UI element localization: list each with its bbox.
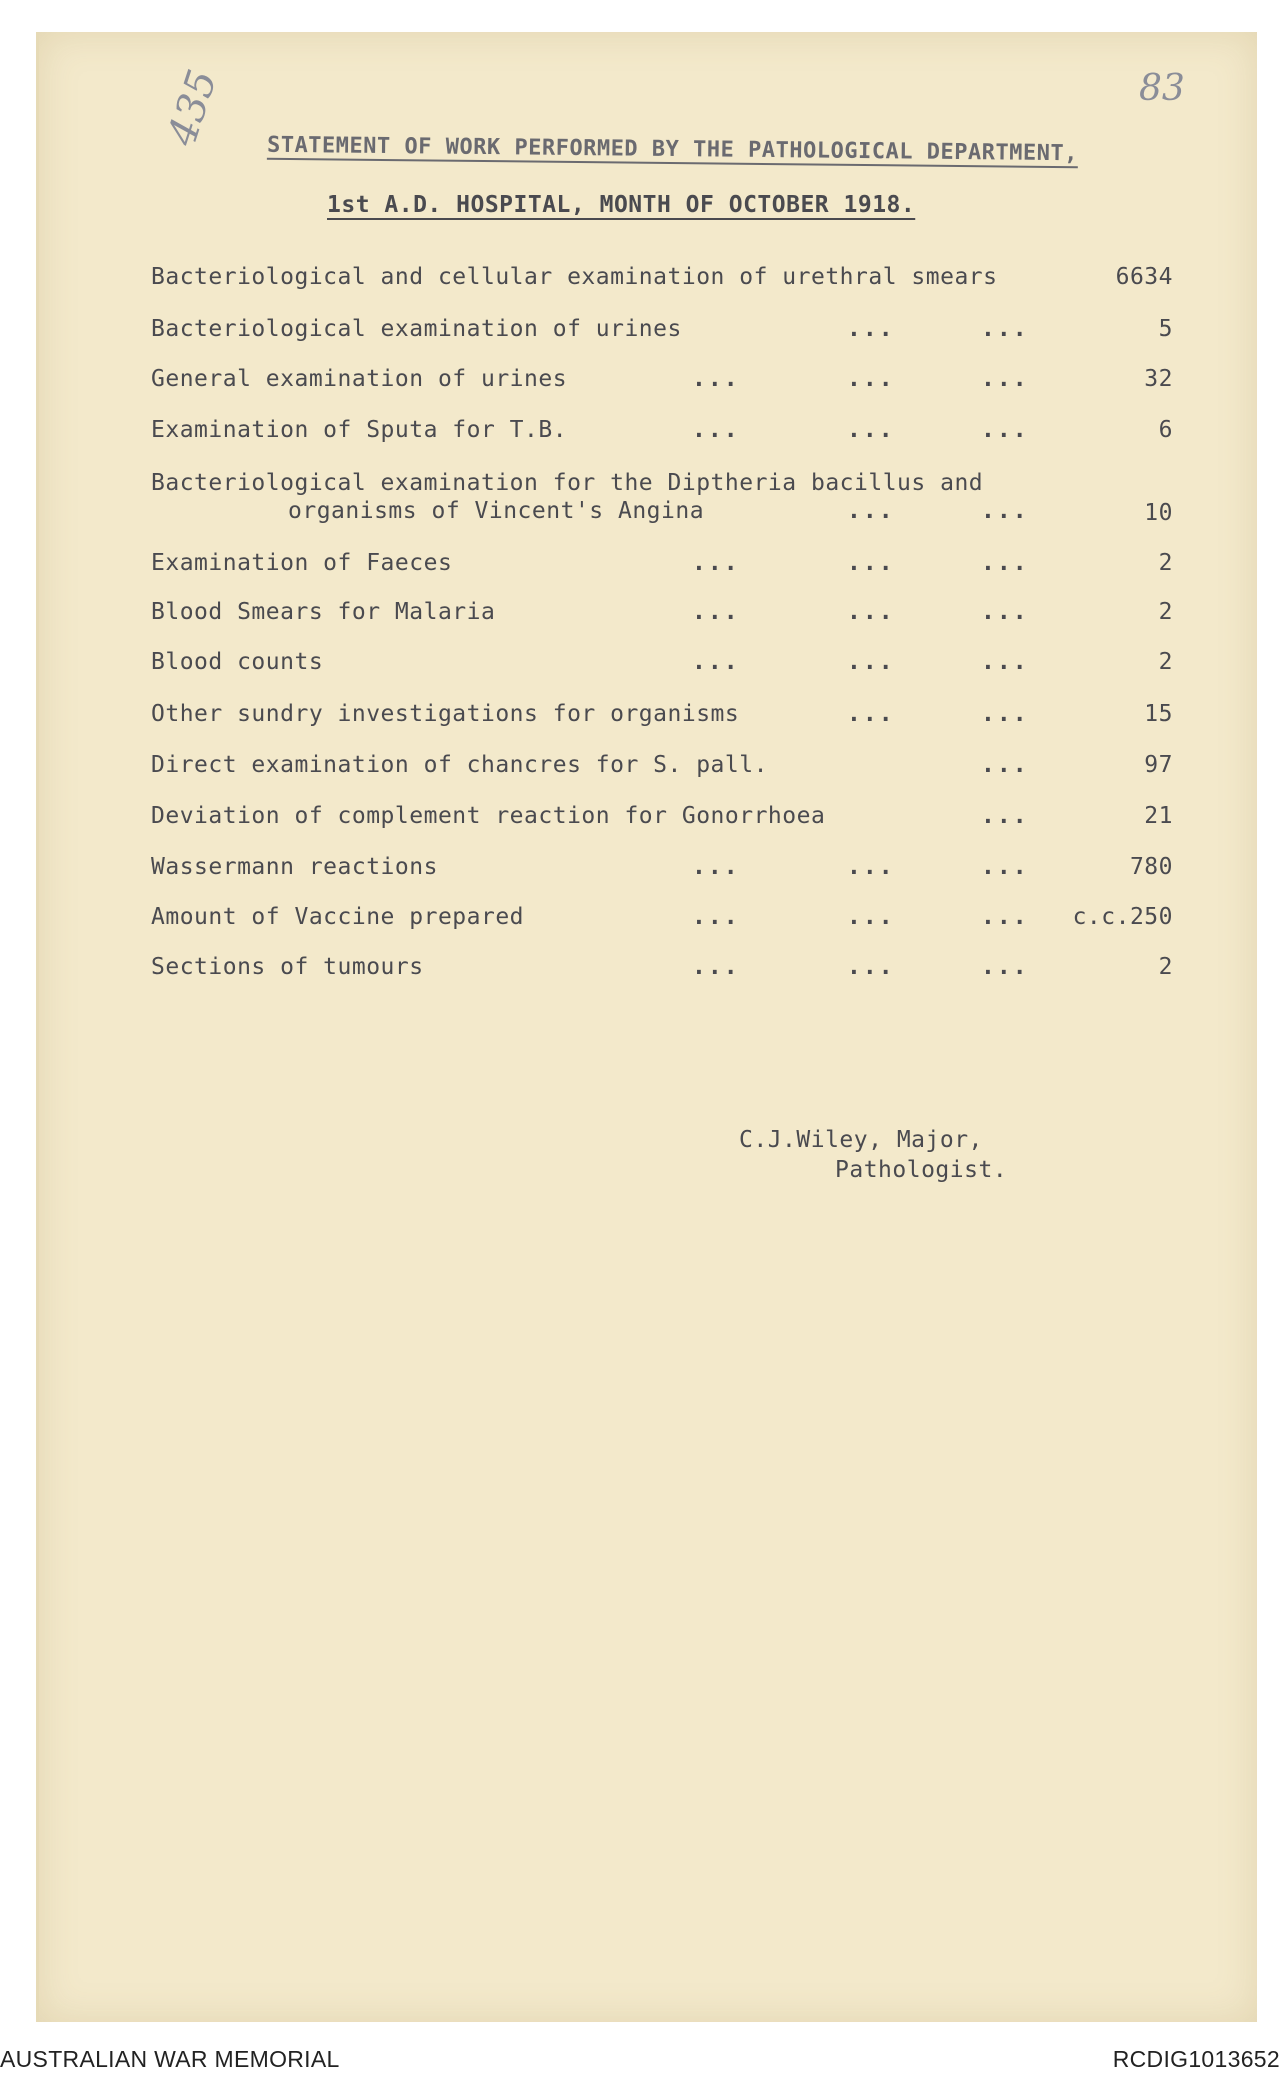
item-label: Examination of Faeces xyxy=(151,550,453,576)
folio-number-left: 435 xyxy=(159,64,227,152)
heading-line-1: STATEMENT OF WORK PERFORMED BY THE PATHOLOGICAL DEPARTMENT, xyxy=(266,132,1079,167)
item-label: General examination of urines xyxy=(151,366,568,392)
list-item xyxy=(39,599,1257,631)
item-count: 6 xyxy=(1158,417,1173,443)
leader-dots: ... xyxy=(981,701,1029,727)
item-count: 2 xyxy=(1158,954,1173,980)
item-count: 6634 xyxy=(1115,264,1173,290)
list-item xyxy=(39,316,1257,348)
leader-dots: ... xyxy=(847,550,895,576)
folio-number-top: 83 xyxy=(1139,68,1185,109)
leader-dots: ... xyxy=(847,904,895,930)
list-item xyxy=(39,470,1257,526)
leader-dots: ... xyxy=(692,954,740,980)
leader-dots: ... xyxy=(981,316,1029,342)
document-page xyxy=(36,32,1257,2022)
item-count: 5 xyxy=(1158,316,1173,342)
item-label-continuation: organisms of Vincent's Angina xyxy=(288,498,705,524)
leader-dots: ... xyxy=(847,599,895,625)
item-label: Blood Smears for Malaria xyxy=(151,599,496,625)
archive-credit: AUSTRALIAN WAR MEMORIAL xyxy=(0,2046,340,2072)
leader-dots: ... xyxy=(981,954,1029,980)
item-count: 15 xyxy=(1144,701,1173,727)
leader-dots: ... xyxy=(981,803,1029,829)
list-item xyxy=(39,904,1257,936)
list-item xyxy=(39,649,1257,681)
item-label: Bacteriological examination for the Diptheria bacillus and xyxy=(151,470,984,496)
leader-dots: ... xyxy=(847,854,895,880)
leader-dots: ... xyxy=(981,854,1029,880)
item-count: 2 xyxy=(1158,649,1173,675)
item-label: Bacteriological examination of urines xyxy=(151,316,682,342)
list-item xyxy=(39,803,1257,835)
leader-dots: ... xyxy=(847,366,895,392)
archive-reference-id: RCDIG1013652 xyxy=(1112,2046,1280,2072)
item-label: Direct examination of chancres for S. pall. xyxy=(151,752,768,778)
leader-dots: ... xyxy=(981,366,1029,392)
item-label: Deviation of complement reaction for Gonorrhoea xyxy=(151,803,826,829)
leader-dots: ... xyxy=(981,498,1029,524)
list-item xyxy=(39,752,1257,784)
list-item xyxy=(39,854,1257,886)
item-label: Bacteriological and cellular examination of urethral smears xyxy=(151,264,998,290)
item-label: Examination of Sputa for T.B. xyxy=(151,417,568,443)
item-count: c.c.250 xyxy=(1072,904,1173,930)
leader-dots: ... xyxy=(981,904,1029,930)
item-count: 32 xyxy=(1144,366,1173,392)
leader-dots: ... xyxy=(847,316,895,342)
heading-line-2: 1st A.D. HOSPITAL, MONTH OF OCTOBER 1918. xyxy=(327,192,916,218)
leader-dots: ... xyxy=(981,649,1029,675)
list-item xyxy=(39,701,1257,733)
leader-dots: ... xyxy=(981,599,1029,625)
signature-block xyxy=(739,1125,1007,1185)
list-item xyxy=(39,550,1257,582)
item-count: 97 xyxy=(1144,752,1173,778)
item-count: 2 xyxy=(1158,550,1173,576)
leader-dots: ... xyxy=(692,854,740,880)
leader-dots: ... xyxy=(847,498,895,524)
list-item xyxy=(39,366,1257,398)
item-label: Sections of tumours xyxy=(151,954,424,980)
item-count: 21 xyxy=(1144,803,1173,829)
leader-dots: ... xyxy=(692,366,740,392)
list-item xyxy=(39,264,1257,296)
leader-dots: ... xyxy=(981,417,1029,443)
leader-dots: ... xyxy=(692,904,740,930)
signature-name: C.J.Wiley, Major, xyxy=(739,1127,983,1153)
leader-dots: ... xyxy=(847,417,895,443)
leader-dots: ... xyxy=(981,752,1029,778)
item-count: 10 xyxy=(1144,500,1173,526)
leader-dots: ... xyxy=(692,550,740,576)
leader-dots: ... xyxy=(847,649,895,675)
item-label: Amount of Vaccine prepared xyxy=(151,904,525,930)
item-count: 2 xyxy=(1158,599,1173,625)
list-item xyxy=(39,417,1257,449)
leader-dots: ... xyxy=(692,599,740,625)
leader-dots: ... xyxy=(692,649,740,675)
work-statistics-list xyxy=(39,32,1257,2022)
leader-dots: ... xyxy=(692,417,740,443)
item-count: 780 xyxy=(1129,854,1173,880)
signature-title: Pathologist. xyxy=(835,1157,1008,1183)
leader-dots: ... xyxy=(981,550,1029,576)
list-item xyxy=(39,954,1257,986)
item-label: Blood counts xyxy=(151,649,324,675)
leader-dots: ... xyxy=(847,954,895,980)
item-label: Wassermann reactions xyxy=(151,854,438,880)
leader-dots: ... xyxy=(847,701,895,727)
item-label: Other sundry investigations for organisms xyxy=(151,701,740,727)
